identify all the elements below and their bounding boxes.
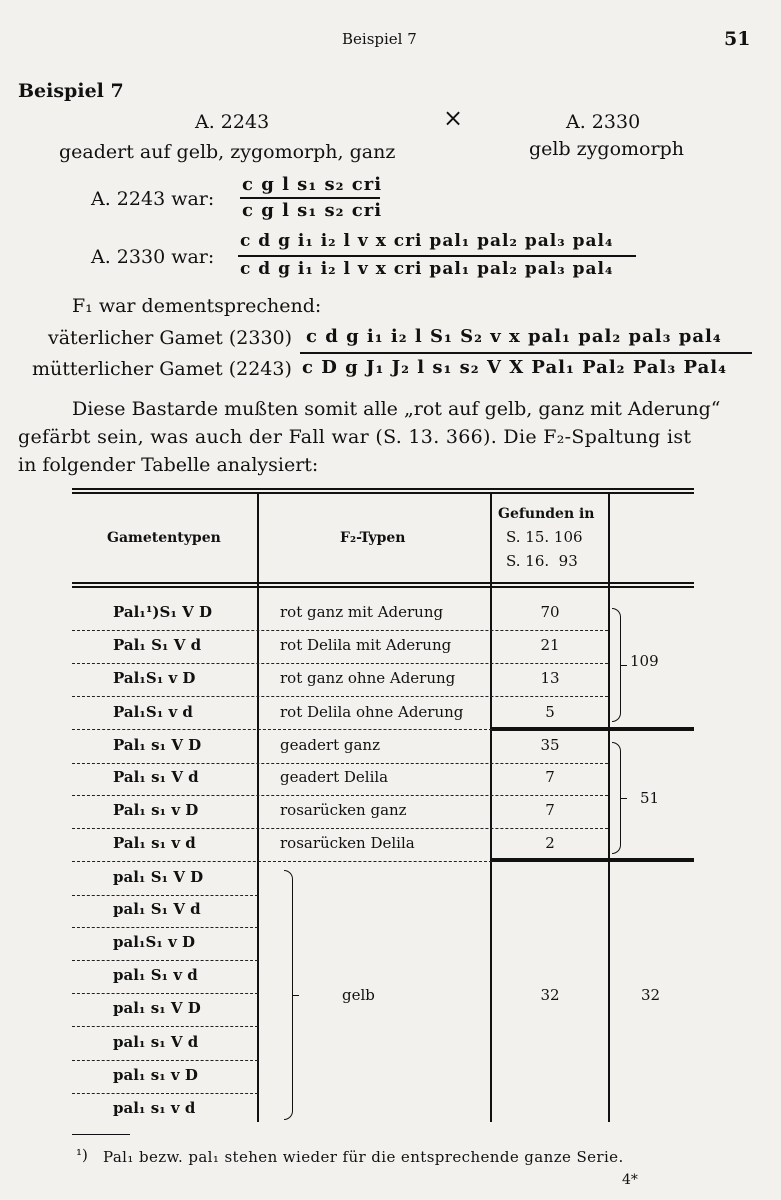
running-head-title: Beispiel 7: [342, 30, 417, 48]
header-found-s15: S. 15. 106: [506, 528, 583, 546]
header-found-title: Gefunden in: [498, 506, 595, 522]
row-divider: [72, 663, 608, 664]
cross-symbol: ×: [443, 104, 464, 132]
gamete-cell: pal₁ s₁ v d: [113, 1099, 196, 1117]
paternal-gamete-formula: c d g i₁ i₂ l S₁ S₂ v x pal₁ pal₂ pal₃ pal₄: [306, 326, 722, 347]
header-found-s16: S. 16. 93: [506, 552, 578, 570]
paragraph-line: Diese Bastarde mußten somit alle „rot auf gelb, ganz mit Aderung“: [72, 398, 721, 420]
page-number: 51: [724, 28, 751, 50]
fraction-line: [238, 255, 636, 257]
formula-2330-top: c d g i₁ i₂ l v x cri pal₁ pal₂ pal₃ pal₄: [240, 231, 614, 251]
row-divider: [72, 763, 608, 764]
column-divider: [608, 494, 610, 1122]
row-divider: [72, 927, 258, 928]
right-strain-description: gelb zygomorph: [529, 138, 684, 160]
right-strain: A. 2330: [566, 111, 641, 133]
type-cell: geadert Delila: [280, 768, 389, 786]
gamete-cell: Pal₁ s₁ V D: [113, 736, 202, 754]
count-cell: 35: [540, 736, 560, 754]
gamete-cell: pal₁S₁ v D: [113, 933, 196, 951]
formula-2243-label: A. 2243 war:: [91, 188, 215, 210]
header-types: F₂-Typen: [340, 530, 406, 546]
count-cell: 13: [540, 669, 560, 687]
rule: [72, 492, 694, 494]
footnote-rule: [72, 1134, 130, 1135]
column-divider: [490, 494, 492, 1122]
fraction-line: [300, 352, 752, 354]
type-cell: rosarücken ganz: [280, 801, 407, 819]
count-cell: 2: [545, 834, 555, 852]
type-cell: rot ganz ohne Aderung: [280, 669, 456, 687]
formula-2330-bottom: c d g i₁ i₂ l v x cri pal₁ pal₂ pal₃ pal₄: [240, 259, 614, 279]
gamete-cell: Pal₁S₁ v D: [113, 669, 196, 687]
gamete-cell: pal₁ s₁ V D: [113, 999, 201, 1017]
paternal-gamete-label: väterlicher Gamet (2330): [48, 327, 293, 349]
header-gametes: Gametentypen: [107, 530, 221, 546]
group-brace: [612, 742, 621, 854]
row-divider: [72, 1093, 258, 1094]
left-strain: A. 2243: [195, 111, 270, 133]
row-divider: [72, 861, 492, 862]
gamete-cell: pal₁ S₁ V d: [113, 900, 201, 918]
rule: [72, 582, 694, 584]
fraction-line: [240, 197, 380, 199]
group3-type: gelb: [342, 986, 375, 1004]
f1-intro: F₁ war dementsprechend:: [72, 295, 322, 317]
group2-total: 51: [640, 789, 660, 807]
formula-2330-label: A. 2330 war:: [91, 246, 215, 268]
rule: [72, 488, 694, 490]
type-cell: rosarücken Delila: [280, 834, 415, 852]
count-cell: 70: [540, 603, 560, 621]
maternal-gamete-formula: c D g J₁ J₂ l s₁ s₂ V X Pal₁ Pal₂ Pal₃ Pal₄: [302, 357, 727, 378]
gamete-cell: Pal₁S₁ v d: [113, 703, 193, 721]
gamete-cell: Pal₁ s₁ v d: [113, 834, 196, 852]
type-cell: rot Delila ohne Aderung: [280, 703, 464, 721]
formula-2243-top: c g l s₁ s₂ cri: [242, 174, 383, 195]
row-divider: [72, 960, 258, 961]
row-divider: [72, 630, 608, 631]
row-divider: [72, 993, 258, 994]
gamete-cell: pal₁ s₁ v D: [113, 1066, 198, 1084]
count-cell: 21: [540, 636, 560, 654]
gamete-cell: Pal₁ S₁ V d: [113, 636, 202, 654]
gamete-cell: pal₁ s₁ V d: [113, 1033, 199, 1051]
row-divider: [72, 895, 258, 896]
maternal-gamete-label: mütterlicher Gamet (2243): [32, 358, 292, 380]
gamete-cell: Pal₁ s₁ v D: [113, 801, 199, 819]
gamete-cell: pal₁ S₁ v d: [113, 966, 198, 984]
group-rule: [492, 858, 694, 862]
row-divider: [72, 696, 608, 697]
type-cell: rot ganz mit Aderung: [280, 603, 444, 621]
footnote-text: Pal₁ bezw. pal₁ stehen wieder für die entsprechende ganze Serie.: [103, 1148, 624, 1166]
count-cell: 7: [545, 768, 555, 786]
left-strain-description: geadert auf gelb, zygomorph, ganz: [59, 141, 396, 163]
group3-count: 32: [540, 986, 560, 1004]
row-divider: [72, 1026, 258, 1027]
paragraph-line: gefärbt sein, was auch der Fall war (S. 13. 366). Die F₂-Spaltung ist: [18, 426, 692, 448]
type-cell: rot Delila mit Aderung: [280, 636, 452, 654]
count-cell: 7: [545, 801, 555, 819]
group-rule: [492, 727, 694, 731]
group-brace: [612, 608, 621, 722]
group3-total: 32: [641, 986, 661, 1004]
gamete-cell: Pal₁¹)S₁ V D: [113, 603, 213, 621]
gamete-cell: Pal₁ s₁ V d: [113, 768, 199, 786]
group-brace: [284, 870, 293, 1120]
formula-2243-bottom: c g l s₁ s₂ cri: [242, 200, 383, 221]
count-cell: 5: [545, 703, 555, 721]
column-divider: [257, 494, 259, 1122]
rule: [72, 586, 694, 588]
signature-mark: 4*: [622, 1172, 638, 1188]
footnote-marker: ¹): [76, 1146, 88, 1164]
row-divider: [72, 828, 608, 829]
group1-total: 109: [630, 652, 659, 670]
row-divider: [72, 795, 608, 796]
row-divider: [72, 1060, 258, 1061]
type-cell: geadert ganz: [280, 736, 380, 754]
gamete-cell: pal₁ S₁ V D: [113, 868, 204, 886]
row-divider: [72, 729, 492, 730]
section-title: Beispiel 7: [18, 80, 124, 102]
paragraph-line: in folgender Tabelle analysiert:: [18, 454, 319, 476]
